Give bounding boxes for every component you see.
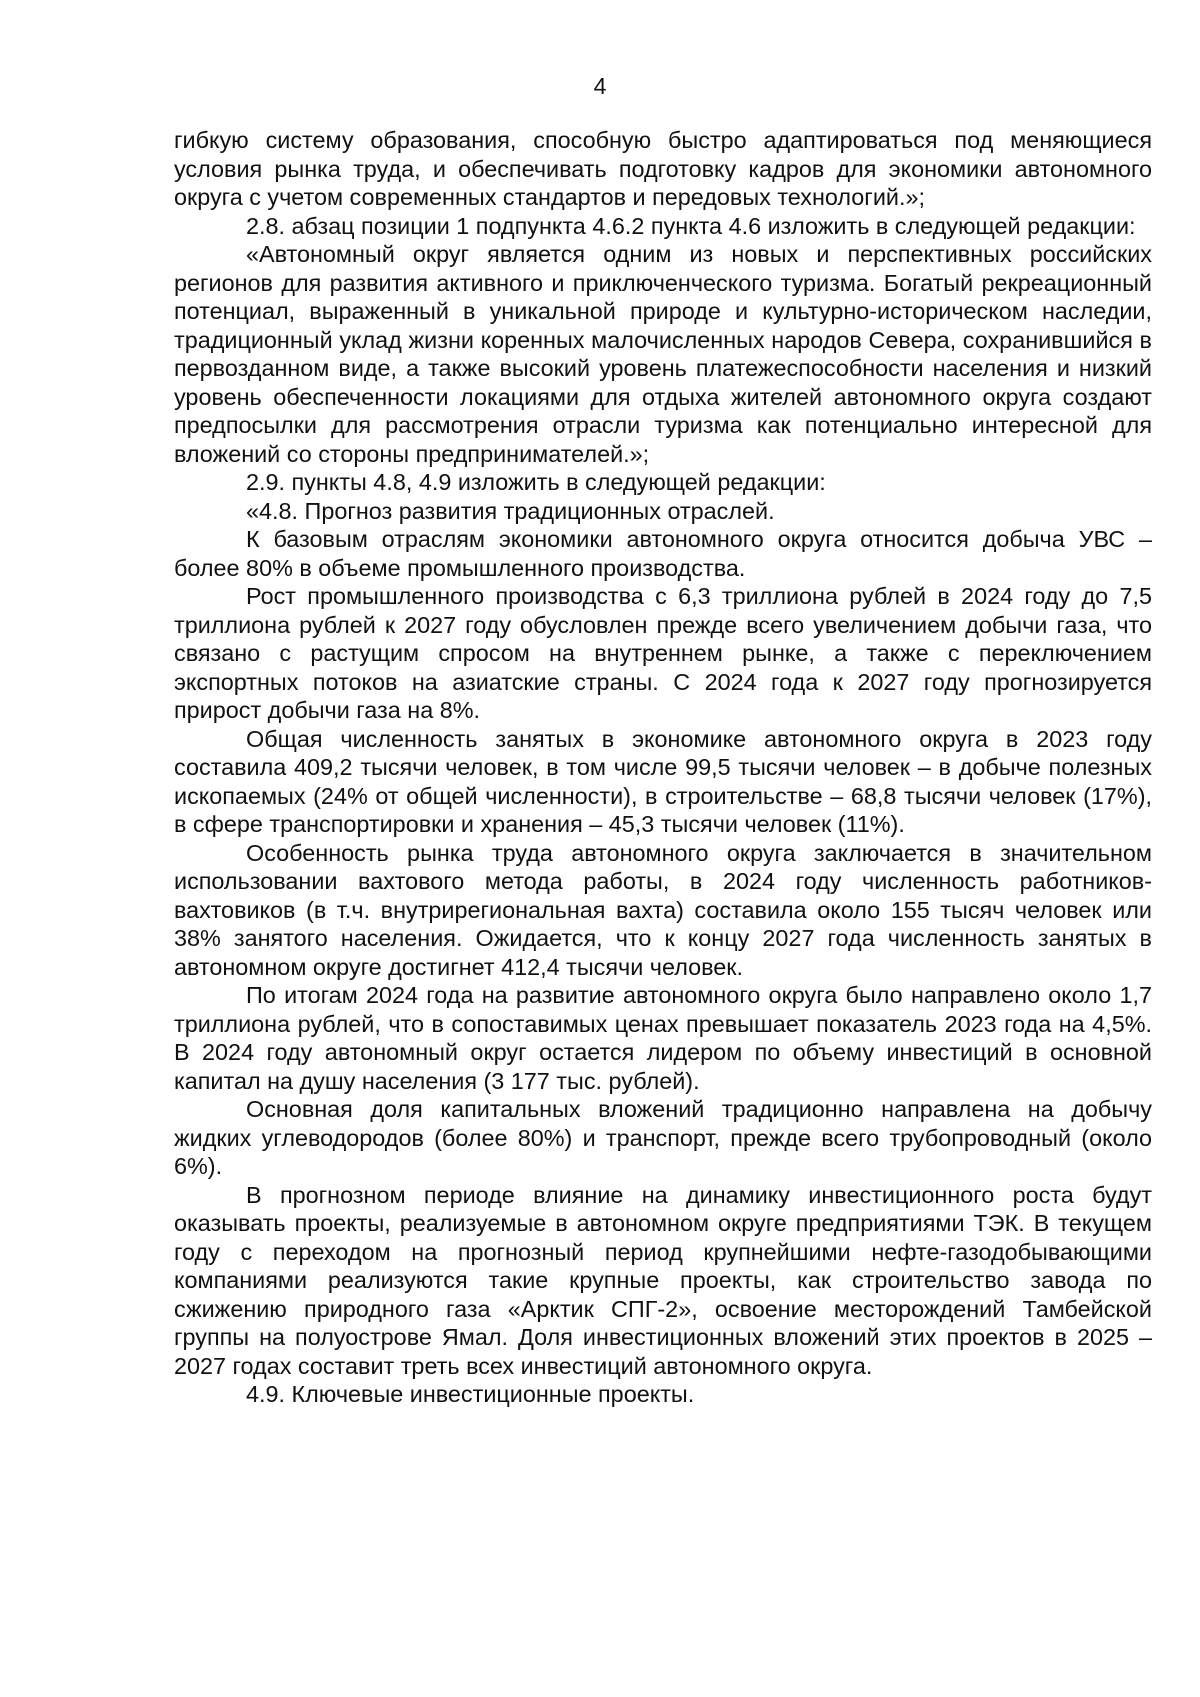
paragraph-12: В прогнозном периоде влияние на динамику инвестиционного роста будут оказывать проекты, реализуемые в автономном округе предприятиями ТЭК. В текущем году с переходом на прогнозный период крупнейшими нефте-газодобывающими компаниями реализуются такие крупные проекты, как строительство завода по сжижению природного газа «Арктик СПГ-2», освоение месторождений Тамбейской группы на полуострове Ямал. Доля инвестиционных вложений этих проектов в 2025 – 2027 годах составит треть всех инвестиций автономного округа.: [174, 1181, 1152, 1379]
paragraph-9: Особенность рынка труда автономного округа заключается в значительном использовании вахтового метода работы, в 2024 году численность работников-вахтовиков (в т.ч. внутрирегиональная вахта) составила около 155 тысяч человек или 38% занятого населения. Ожидается, что к концу 2027 года численность занятых в автономном округе достигнет 412,4 тысячи человек.: [174, 839, 1152, 980]
paragraph-6: К базовым отраслям экономики автономного округа относится добыча УВС – более 80% в объеме промышленного производства.: [174, 526, 1152, 581]
paragraph-13: 4.9. Ключевые инвестиционные проекты.: [246, 1381, 695, 1407]
paragraph-2: 2.8. абзац позиции 1 подпункта 4.6.2 пункта 4.6 изложить в следующей редакции:: [246, 212, 1136, 239]
paragraph-3: «Автономный округ является одним из новых и перспективных российских регионов для развития активного и приключенческого туризма. Богатый рекреационный потенциал, выраженный в уникальной природе и культурно-историческом наследии, традиционный уклад жизни коренных малочисленных народов Севера, сохранившийся в первозданном виде, а также высокий уровень платежеспособности населения и низкий уровень обеспеченности локациями для отдыха жителей автономного округа создают предпосылки для рассмотрения отрасли туризма как потенциально интересной для вложений со стороны предпринимателей.»;: [174, 241, 1152, 467]
page-number: 4: [593, 73, 607, 99]
paragraph-5: «4.8. Прогноз развития традиционных отраслей.: [246, 497, 775, 524]
paragraph-1: гибкую систему образования, способную быстро адаптироваться под меняющиеся условия рынка труда, и обеспечивать подготовку кадров для экономики автономного округа с учетом современных стандартов и передовых технологий.»;: [174, 127, 1152, 210]
paragraph-11: Основная доля капитальных вложений традиционно направлена на добычу жидких углеводородов (более 80%) и транспорт, прежде всего трубопроводный (около 6%).: [174, 1096, 1152, 1179]
document-body: [174, 126, 1152, 1409]
paragraph-10: По итогам 2024 года на развитие автономного округа было направлено около 1,7 триллиона рублей, что в сопоставимых ценах превышает показатель 2023 года на 4,5%. В 2024 году автономный округ остается лидером по объему инвестиций в основной капитал на душу населения (3 177 тыс. рублей).: [174, 982, 1152, 1094]
paragraph-4: 2.9. пункты 4.8, 4.9 изложить в следующей редакции:: [246, 469, 826, 495]
paragraph-8: Общая численность занятых в экономике автономного округа в 2023 году составила 409,2 тысячи человек, в том числе 99,5 тысячи человек – в добыче полезных ископаемых (24% от общей численности), в строительстве – 68,8 тысячи человек (17%), в сфере транспортировки и хранения – 45,3 тысячи человек (11%).: [174, 725, 1152, 837]
paragraph-7: Рост промышленного производства с 6,3 триллиона рублей в 2024 году до 7,5 триллиона рублей к 2027 году обусловлен прежде всего увеличением добычи газа, что связано с растущим спросом на внутреннем рынке, а также с переключением экспортных потоков на азиатские страны. С 2024 года к 2027 году прогнозируется прирост добычи газа на 8%.: [174, 583, 1152, 723]
